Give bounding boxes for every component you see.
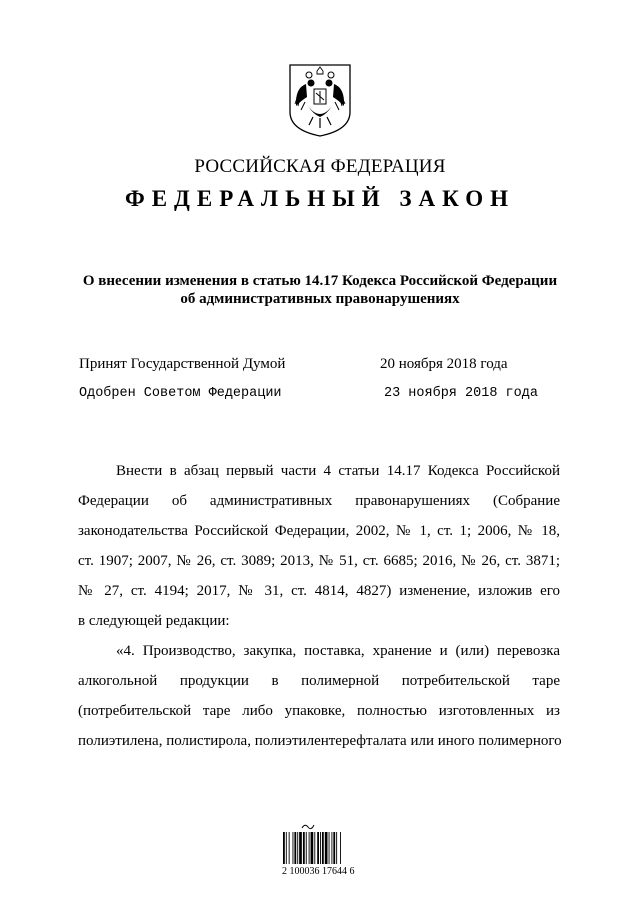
barcode-bar xyxy=(283,832,285,864)
barcode-bar xyxy=(329,832,330,864)
duma-adoption-date: 20 ноября 2018 года xyxy=(380,356,508,372)
body-line: полиэтилена, полистирола, полиэтилентерефталата или иного полимерного xyxy=(78,733,562,749)
barcode-bar xyxy=(306,832,307,864)
barcode-bar xyxy=(309,832,310,864)
body-line: в следующей редакции: xyxy=(78,613,230,629)
barcode-bar xyxy=(322,832,324,864)
barcode-bar xyxy=(311,832,314,864)
barcode-bar xyxy=(303,832,305,864)
barcode-bar xyxy=(317,832,319,864)
council-approval-date: 23 ноября 2018 года xyxy=(384,386,538,401)
barcode-bar xyxy=(314,832,315,864)
law-body-text xyxy=(78,456,560,756)
barcode-bar xyxy=(336,832,337,864)
barcode-bar xyxy=(325,832,328,864)
document-type-title: ФЕДЕРАЛЬНЫЙ ЗАКОН xyxy=(124,186,516,211)
barcode-bar xyxy=(333,832,335,864)
body-line: ст. 1907; 2007, № 26, ст. 3089; 2013, № 51, ст. 6685; 2016, № 26, ст. 3871; xyxy=(78,553,560,569)
duma-adoption-label: Принят Государственной Думой xyxy=(79,356,286,372)
country-name: РОССИЙСКАЯ ФЕДЕРАЦИЯ xyxy=(194,156,446,177)
law-subject-line: об административных правонарушениях xyxy=(180,291,460,307)
barcode-bar xyxy=(293,832,294,864)
barcode-number: 2 100036 17644 6 xyxy=(282,866,355,877)
barcode-bar xyxy=(340,832,341,864)
body-line: Федерации об административных правонарушениях (Собрание xyxy=(78,493,560,509)
barcode-bar xyxy=(286,832,287,864)
body-line: (потребительской таре либо упаковке, полностью изготовленных из xyxy=(78,703,560,719)
law-subject-line: О внесении изменения в статью 14.17 Кодекса Российской Федерации xyxy=(82,273,558,289)
barcode-icon xyxy=(282,826,364,866)
barcode-bar xyxy=(294,832,296,864)
barcode-bar xyxy=(297,832,298,864)
body-line: «4. Производство, закупка, поставка, хранение и (или) перевозка xyxy=(116,643,560,659)
law-subject-heading xyxy=(60,272,580,308)
body-line: № 27, ст. 4194; 2017, № 31, ст. 4814, 4827) изменение, изложив его xyxy=(78,583,560,599)
barcode-bar xyxy=(331,832,332,864)
barcode-bar xyxy=(320,832,321,864)
council-approval-label: Одобрен Советом Федерации xyxy=(79,386,282,401)
russian-coat-of-arms-icon xyxy=(287,62,353,138)
barcode-bar xyxy=(299,832,302,864)
body-line: алкогольной продукции в полимерной потребительской таре xyxy=(78,673,560,689)
barcode-bar xyxy=(289,832,290,864)
body-line: законодательства Российской Федерации, 2002, № 1, ст. 1; 2006, № 18, xyxy=(78,523,560,539)
body-line: Внести в абзац первый части 4 статьи 14.17 Кодекса Российской xyxy=(116,463,560,479)
